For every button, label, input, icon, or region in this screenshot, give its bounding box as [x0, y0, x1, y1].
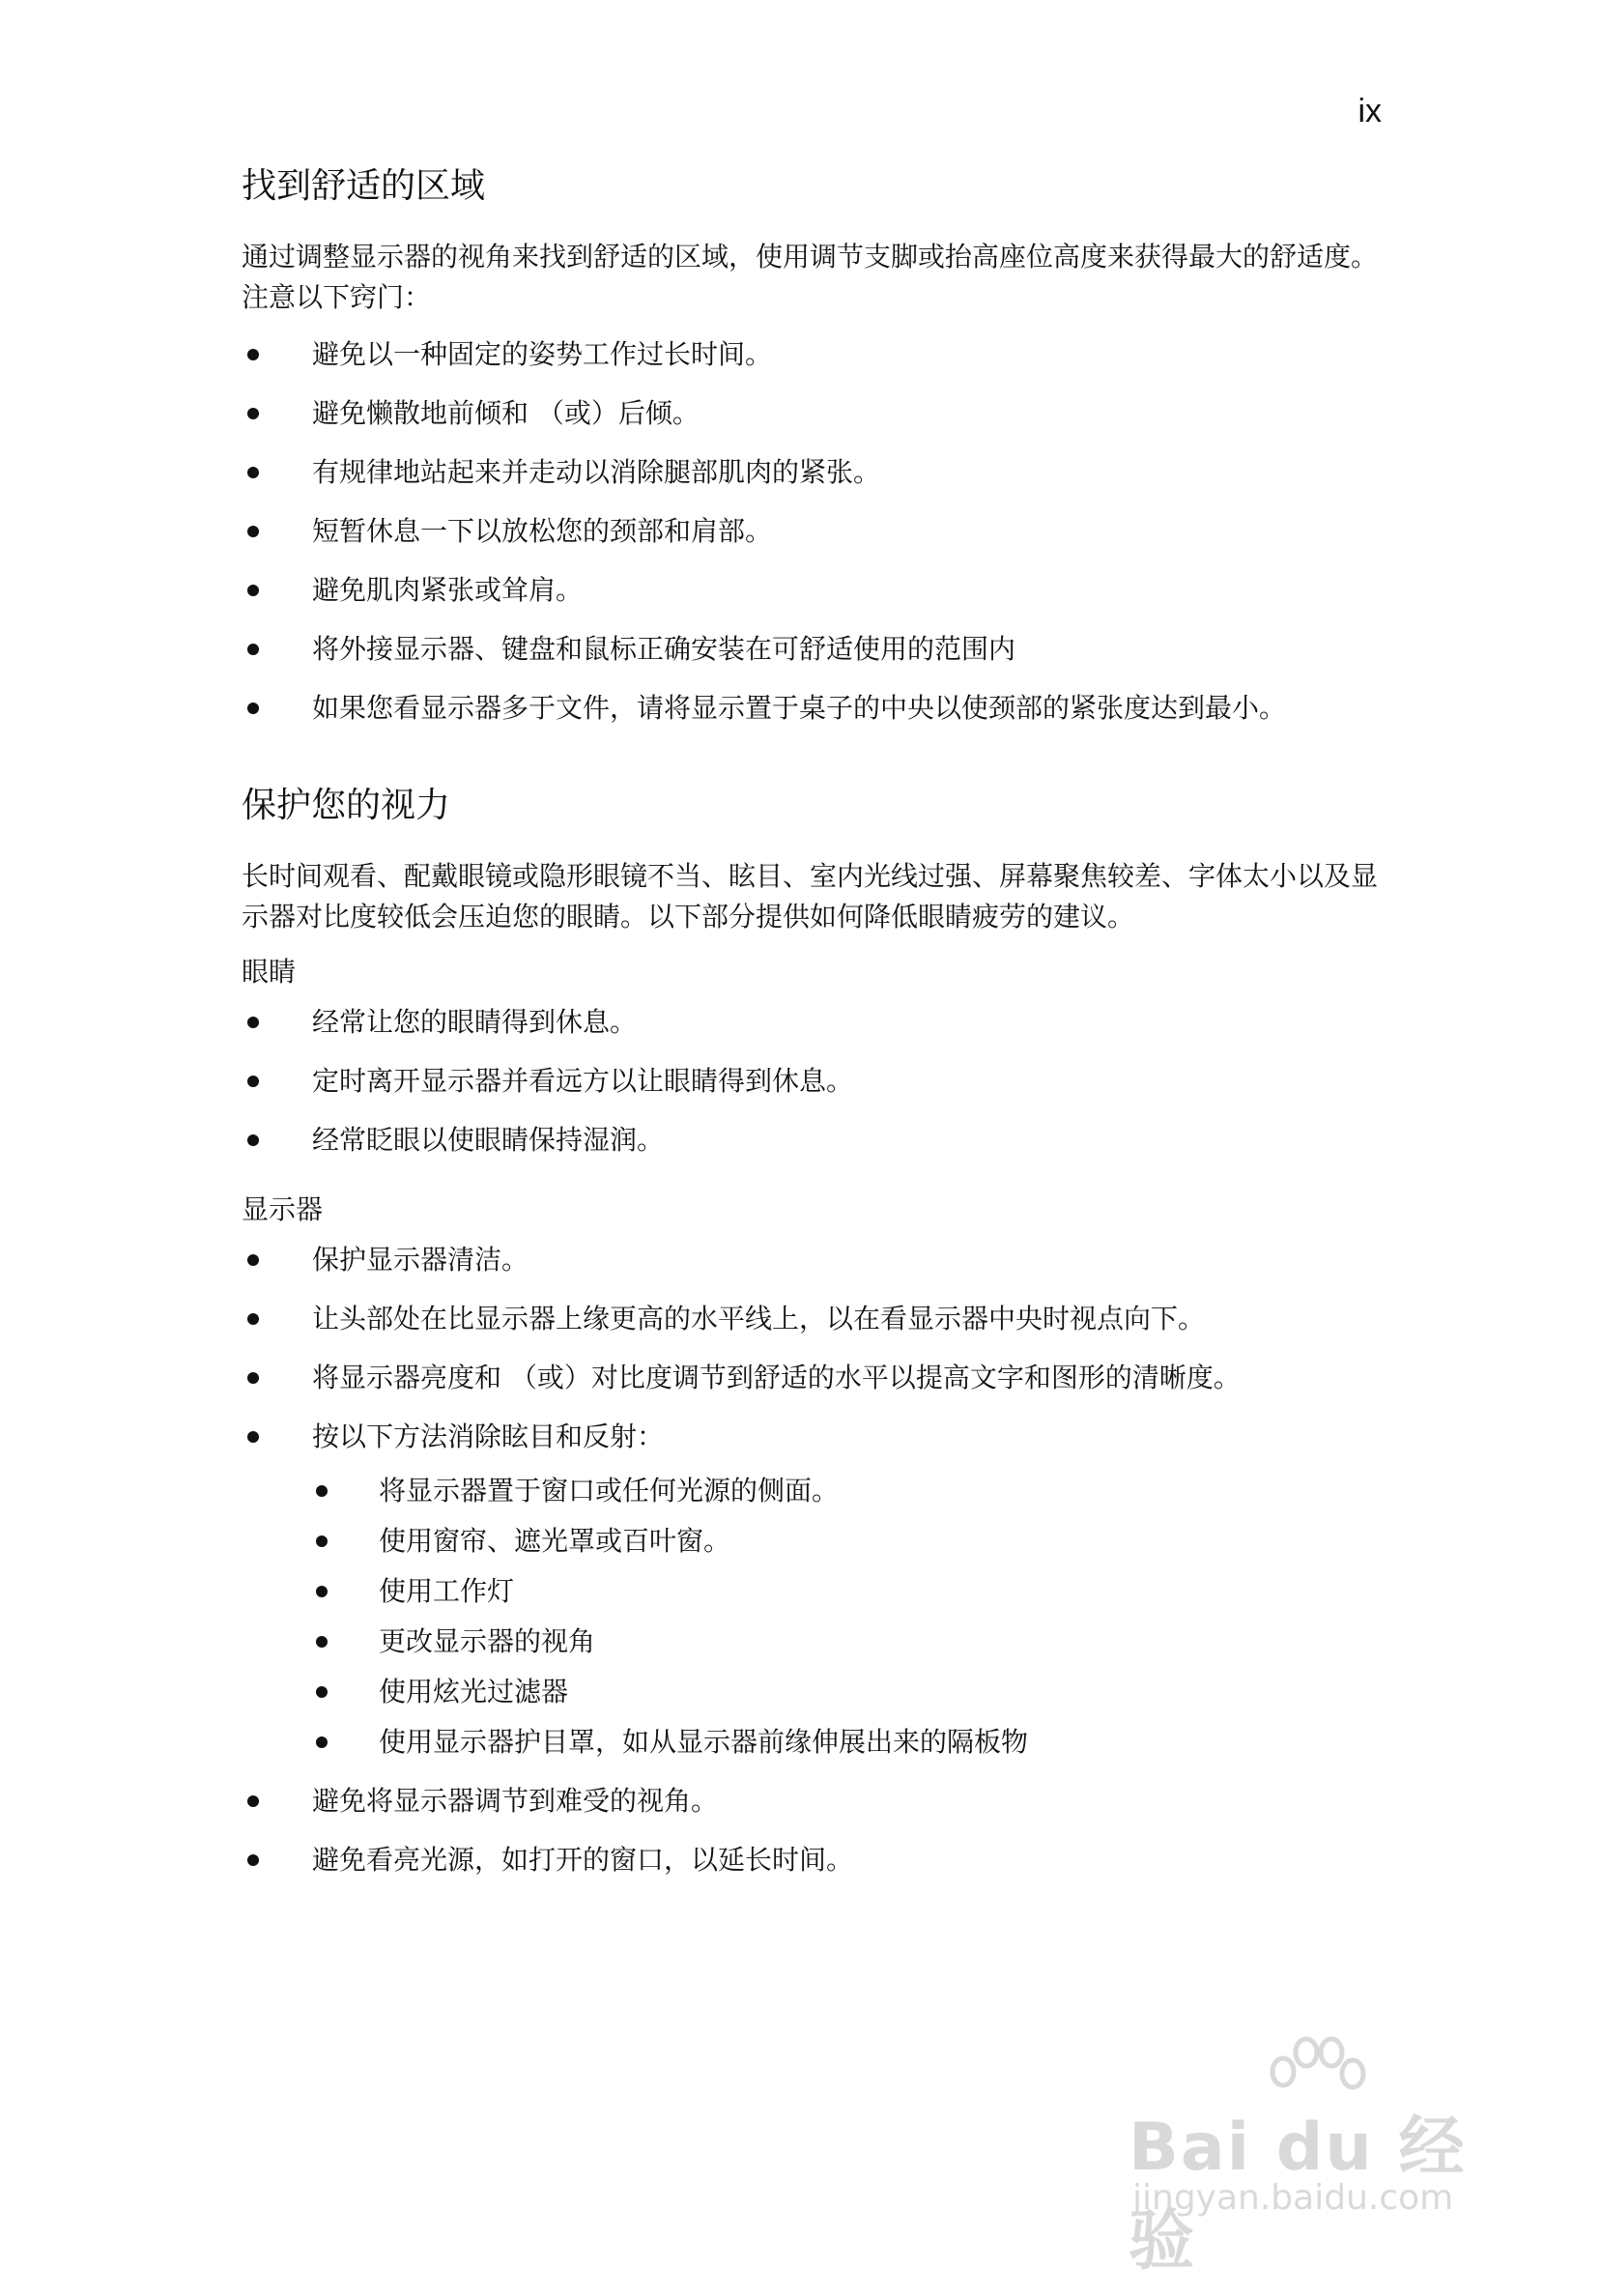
- bullet-icon: [316, 1485, 328, 1497]
- list-item: [242, 997, 1382, 1048]
- watermark-logo-text: Bai du 经验: [1129, 2109, 1467, 2280]
- page-number: ix: [1357, 93, 1382, 129]
- list-item-text: 如果您看显示器多于文件，请将显示置于桌子的中央以使颈部的紧张度达到最小。: [312, 692, 1287, 724]
- bullet-icon: [247, 349, 259, 360]
- list-item-text: 让头部处在比显示器上缘更高的水平线上，以在看显示器中央时视点向下。: [312, 1303, 1206, 1335]
- sub-list-item-text: 更改显示器的视角: [379, 1625, 596, 1657]
- list-item-text: 将显示器亮度和 （或）对比度调节到舒适的水平以提高文字和图形的清晰度。: [312, 1362, 1241, 1393]
- paw-icon: [1264, 2035, 1370, 2103]
- sub-list-item: [310, 1466, 1382, 1516]
- list-item-text: 定时离开显示器并看远方以让眼睛得到休息。: [312, 1065, 854, 1097]
- list-item-text: 将外接显示器、键盘和鼠标正确安装在可舒适使用的范围内: [312, 633, 1016, 665]
- section-comfort-zone: [242, 164, 1382, 733]
- bullet-icon: [316, 1686, 328, 1698]
- list-item: [242, 565, 1382, 616]
- bullet-icon: [247, 703, 259, 714]
- list-item: [242, 683, 1382, 733]
- section-intro: 长时间观看、配戴眼镜或隐形眼镜不当、眩目、室内光线过强、屏幕聚焦较差、字体太小以及显示器对比度较低会压迫您的眼睛。以下部分提供如何降低眼睛疲劳的建议。: [242, 860, 1379, 933]
- section-intro: 通过调整显示器的视角来找到舒适的区域，使用调节支脚或抬高座位高度来获得最大的舒适度。注意以下窍门：: [242, 241, 1379, 313]
- sub-list-item-text: 使用显示器护目罩，如从显示器前缘伸展出来的隔板物: [379, 1726, 1029, 1758]
- list-item: [242, 330, 1382, 380]
- sub-list-item: [310, 1566, 1382, 1617]
- bullet-list: [242, 997, 1382, 1165]
- list-item: [242, 624, 1382, 674]
- document-body: [242, 164, 1382, 1894]
- bullet-icon: [247, 1854, 259, 1866]
- list-item: [242, 506, 1382, 557]
- bullet-list: [242, 1235, 1382, 1885]
- bullet-icon: [316, 1636, 328, 1648]
- section-title: 保护您的视力: [242, 786, 451, 825]
- section-protect-vision: [242, 784, 1382, 1885]
- sub-list-item-text: 使用工作灯: [379, 1575, 515, 1607]
- list-item: [242, 1056, 1382, 1106]
- sub-list-item: [310, 1717, 1382, 1767]
- bullet-icon: [316, 1736, 328, 1748]
- subsection-heading-display: 显示器: [242, 1193, 324, 1225]
- bullet-icon: [247, 1431, 259, 1443]
- bullet-icon: [316, 1586, 328, 1597]
- subsection-heading-eyes: 眼睛: [242, 956, 297, 988]
- watermark-url: jingyan.baidu.com: [1132, 2178, 1454, 2218]
- baidu-jingyan-watermark: [1129, 2035, 1505, 2280]
- bullet-icon: [247, 526, 259, 537]
- list-item-text: 避免看亮光源，如打开的窗口，以延长时间。: [312, 1844, 854, 1876]
- list-item: [242, 1776, 1382, 1826]
- list-item: [242, 1353, 1382, 1403]
- bullet-icon: [247, 644, 259, 655]
- sub-list-item: [310, 1617, 1382, 1667]
- sub-list-item-text: 使用窗帘、遮光罩或百叶窗。: [379, 1525, 731, 1557]
- list-item-text: 按以下方法消除眩目和反射：: [312, 1421, 665, 1452]
- bullet-icon: [247, 585, 259, 596]
- list-item: [242, 1294, 1382, 1344]
- list-item-text: 避免以一种固定的姿势工作过长时间。: [312, 338, 773, 370]
- bullet-icon: [247, 1076, 259, 1087]
- bullet-icon: [247, 1372, 259, 1384]
- bullet-icon: [247, 1254, 259, 1266]
- sub-list-item-text: 将显示器置于窗口或任何光源的侧面。: [379, 1475, 840, 1507]
- list-item-text: 有规律地站起来并走动以消除腿部肌肉的紧张。: [312, 456, 881, 488]
- section-title: 找到舒适的区域: [242, 166, 486, 206]
- list-item-text: 经常眨眼以使眼睛保持湿润。: [312, 1124, 665, 1156]
- list-item-text: 避免将显示器调节到难受的视角。: [312, 1785, 719, 1817]
- bullet-icon: [247, 1134, 259, 1146]
- list-item: [242, 447, 1382, 498]
- list-item-text: 经常让您的眼睛得到休息。: [312, 1006, 638, 1038]
- sub-list-item-text: 使用炫光过滤器: [379, 1676, 569, 1708]
- list-item-text: 短暂休息一下以放松您的颈部和肩部。: [312, 515, 773, 547]
- bullet-icon: [247, 1313, 259, 1325]
- sub-list-item: [310, 1667, 1382, 1717]
- list-item: [242, 388, 1382, 439]
- sub-list-item: [310, 1516, 1382, 1566]
- list-item-text: 保护显示器清洁。: [312, 1244, 529, 1276]
- list-item: [242, 1412, 1382, 1767]
- bullet-list: [242, 330, 1382, 733]
- bullet-icon: [247, 467, 259, 478]
- bullet-icon: [247, 1017, 259, 1028]
- bullet-icon: [247, 1795, 259, 1807]
- list-item: [242, 1835, 1382, 1885]
- sub-bullet-list: [242, 1466, 1382, 1767]
- list-item-text: 避免懒散地前倾和 （或）后倾。: [312, 397, 700, 429]
- list-item-text: 避免肌肉紧张或耸肩。: [312, 574, 584, 606]
- bullet-icon: [316, 1535, 328, 1547]
- list-item: [242, 1235, 1382, 1285]
- list-item: [242, 1115, 1382, 1165]
- bullet-icon: [247, 408, 259, 419]
